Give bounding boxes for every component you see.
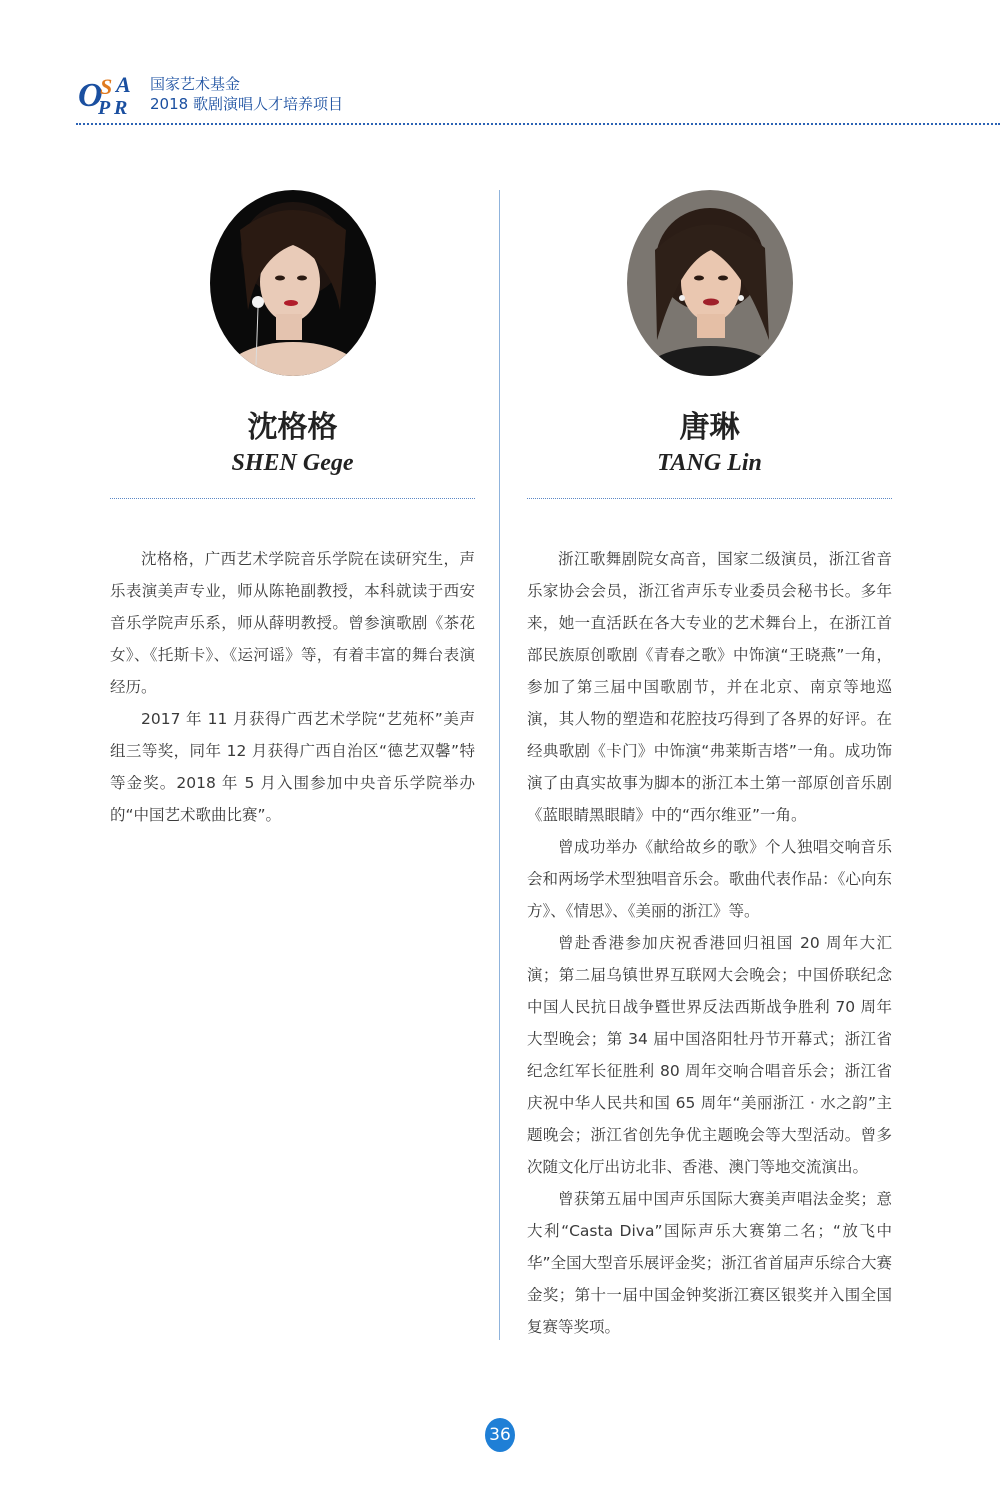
header-text [150, 74, 343, 114]
portrait-photo [210, 190, 376, 376]
opsa-logo [76, 72, 146, 118]
svg-text:O: O [78, 77, 103, 114]
name-chinese: 沈格格 [247, 410, 338, 445]
svg-text:R: R [114, 97, 128, 118]
name-english: TANG Lin [657, 450, 762, 476]
page-number: 36 [485, 1418, 515, 1452]
page-header [76, 68, 1000, 128]
header-divider [76, 123, 1000, 125]
bio-paragraph: 曾成功举办《献给故乡的歌》个人独唱交响音乐会和两场学术型独唱音乐会。歌曲代表作品：《心向东方》、《情思》、《美丽的浙江》等。 [527, 838, 892, 920]
header-line1: 国家艺术基金 [150, 75, 241, 93]
biography [110, 543, 475, 831]
bio-paragraph: 曾赴香港参加庆祝香港回归祖国 20 周年大汇演；第二届乌镇世界互联网大会晚会；中国侨联纪念中国人民抗日战争暨世界反法西斯战争胜利 70 周年大型晚会；第 34 届中国洛阳牡丹节开幕式；浙江省纪念红军长征胜利 80 周年交响合唱音乐会；浙江省庆祝中华人民共和国 65 周年“美丽浙江 · 水之韵”主题晚会；浙江省创先争优主题晚会等大型活动。曾多次随文化厅出访北非、香港、澳门等地交流演出。 [527, 934, 892, 1176]
bio-paragraph: 曾获第五届中国声乐国际大赛美声唱法金奖；意大利“Casta Diva”国际声乐大赛第二名；“放飞中华”全国大型音乐展评金奖；浙江省首届声乐综合大赛金奖；第十一届中国金钟奖浙江赛区银奖并入围全国复赛等奖项。 [527, 1190, 892, 1336]
portrait-image [627, 190, 793, 376]
biography [527, 543, 892, 1343]
name-separator [527, 498, 892, 499]
name-chinese: 唐琳 [679, 410, 740, 445]
bio-paragraph: 沈格格，广西艺术学院音乐学院在读研究生，声乐表演美声专业，师从陈艳副教授，本科就读于西安音乐学院声乐系，师从薛明教授。曾参演歌剧《茶花女》、《托斯卡》、《运河谣》等，有着丰富的舞台表演经历。 [110, 550, 475, 696]
bio-paragraph: 2017 年 11 月获得广西艺术学院“艺苑杯”美声组三等奖，同年 12 月获得广西自治区“德艺双馨”特等金奖。2018 年 5 月入围参加中央音乐学院举办的“中国艺术歌曲比赛”。 [110, 710, 475, 824]
portrait-image [210, 190, 376, 376]
svg-text:A: A [116, 72, 131, 97]
svg-text:P: P [98, 97, 111, 118]
svg-text:S: S [100, 74, 113, 99]
portrait-photo [627, 190, 793, 376]
name-separator [110, 498, 475, 499]
name-english: SHEN Gege [231, 450, 354, 476]
bio-paragraph: 浙江歌舞剧院女高音，国家二级演员，浙江省音乐家协会会员，浙江省声乐专业委员会秘书长。多年来，她一直活跃在各大专业的艺术舞台上，在浙江首部民族原创歌剧《青春之歌》中饰演“王晓燕”一角，参加了第三届中国歌剧节，并在北京、南京等地巡演，其人物的塑造和花腔技巧得到了各界的好评。在经典歌剧《卡门》中饰演“弗莱斯吉塔”一角。成功饰演了由真实故事为脚本的浙江本土第一部原创音乐剧《蓝眼睛黑眼睛》中的“西尔维亚”一角。 [527, 550, 892, 824]
profile-tang-lin [527, 190, 892, 1343]
header-line2: 2018 歌剧演唱人才培养项目 [150, 95, 343, 113]
column-divider [499, 190, 500, 1340]
profile-shen-gege [110, 190, 475, 831]
